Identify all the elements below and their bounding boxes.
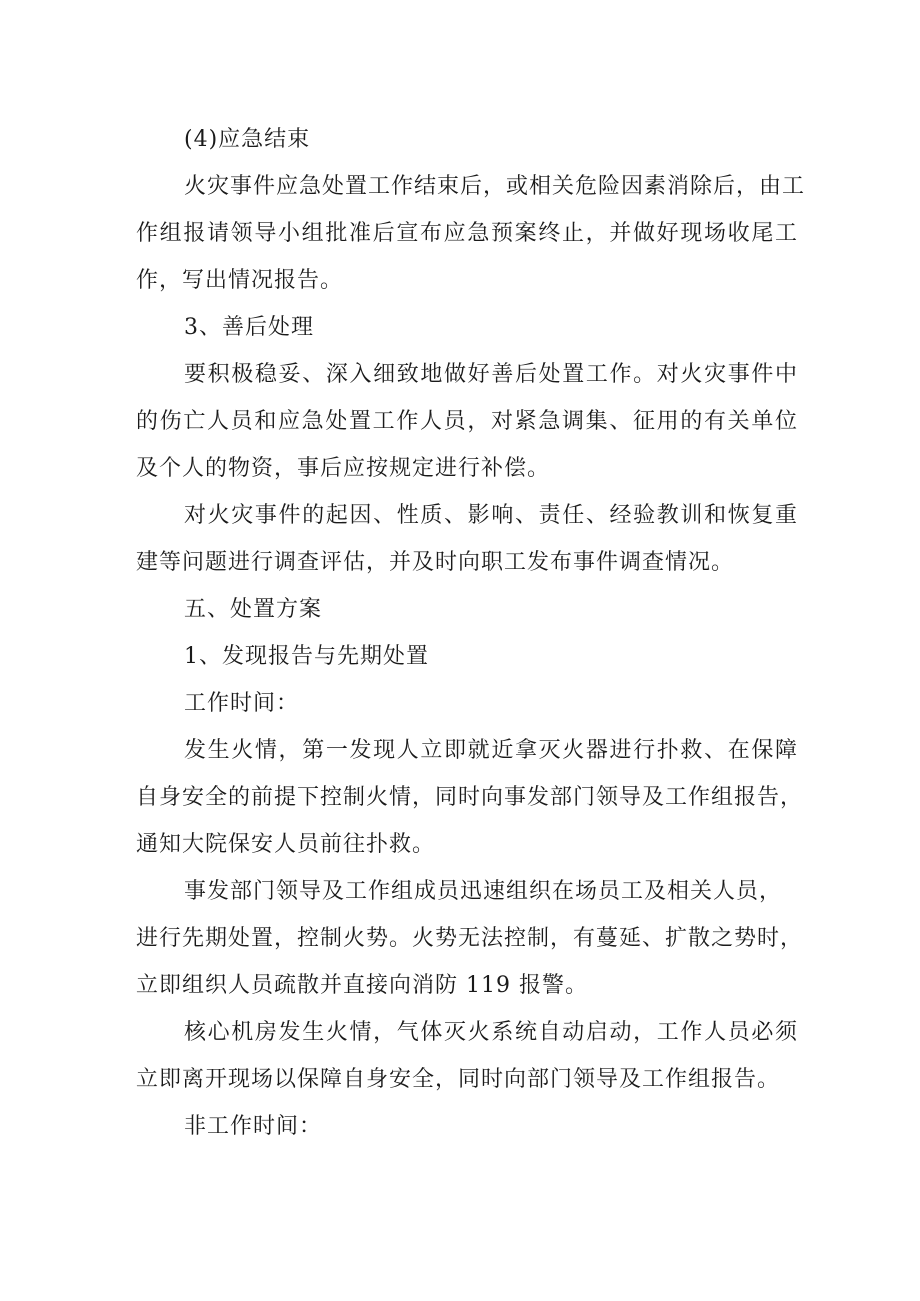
paragraph-line: 作组报请领导小组批准后宣布应急预案终止，并做好现场收尾工 <box>136 221 798 246</box>
paragraph-line: 通知大院保安人员前往扑救。 <box>136 832 436 857</box>
subsection-heading-emergency-end: (4)应急结束 <box>184 127 311 152</box>
paragraph-line: 要积极稳妥、深入细致地做好善后处置工作。对火灾事件中 <box>184 362 798 387</box>
paragraph-line: 建等问题进行调查评估，并及时向职工发布事件调查情况。 <box>136 550 735 575</box>
subheading-non-working-hours: 非工作时间： <box>184 1114 323 1139</box>
chapter-heading-plan: 五、处置方案 <box>184 597 323 622</box>
section-heading-aftermath: 3、善后处理 <box>184 315 314 340</box>
paragraph-line: 自身安全的前提下控制火情，同时向事发部门领导及工作组报告， <box>136 785 804 810</box>
subheading-working-hours: 工作时间： <box>184 691 300 716</box>
paragraph-line: 火灾事件应急处置工作结束后，或相关危险因素消除后，由工 <box>184 174 806 199</box>
paragraph-line: 核心机房发生火情，气体灭火系统自动启动，工作人员必须 <box>184 1020 798 1045</box>
paragraph-line: 事发部门领导及工作组成员迅速组织在场员工及相关人员， <box>184 879 783 904</box>
paragraph-line: 及个人的物资，事后应按规定进行补偿。 <box>136 456 551 481</box>
section-heading-report: 1、发现报告与先期处置 <box>184 644 429 669</box>
paragraph-line: 的伤亡人员和应急处置工作人员，对紧急调集、征用的有关单位 <box>136 409 798 434</box>
paragraph-line: 进行先期处置，控制火势。火势无法控制，有蔓延、扩散之势时， <box>136 926 804 951</box>
document-body <box>136 116 806 1150</box>
paragraph-line: 立即组织人员疏散并直接向消防 119 报警。 <box>136 973 588 998</box>
paragraph-line: 作，写出情况报告。 <box>136 268 344 293</box>
paragraph-line: 发生火情，第一发现人立即就近拿灭火器进行扑救、在保障 <box>184 738 798 763</box>
paragraph-line: 对火灾事件的起因、性质、影响、责任、经验教训和恢复重 <box>184 503 798 528</box>
paragraph-line: 立即离开现场以保障自身安全，同时向部门领导及工作组报告。 <box>136 1067 781 1092</box>
